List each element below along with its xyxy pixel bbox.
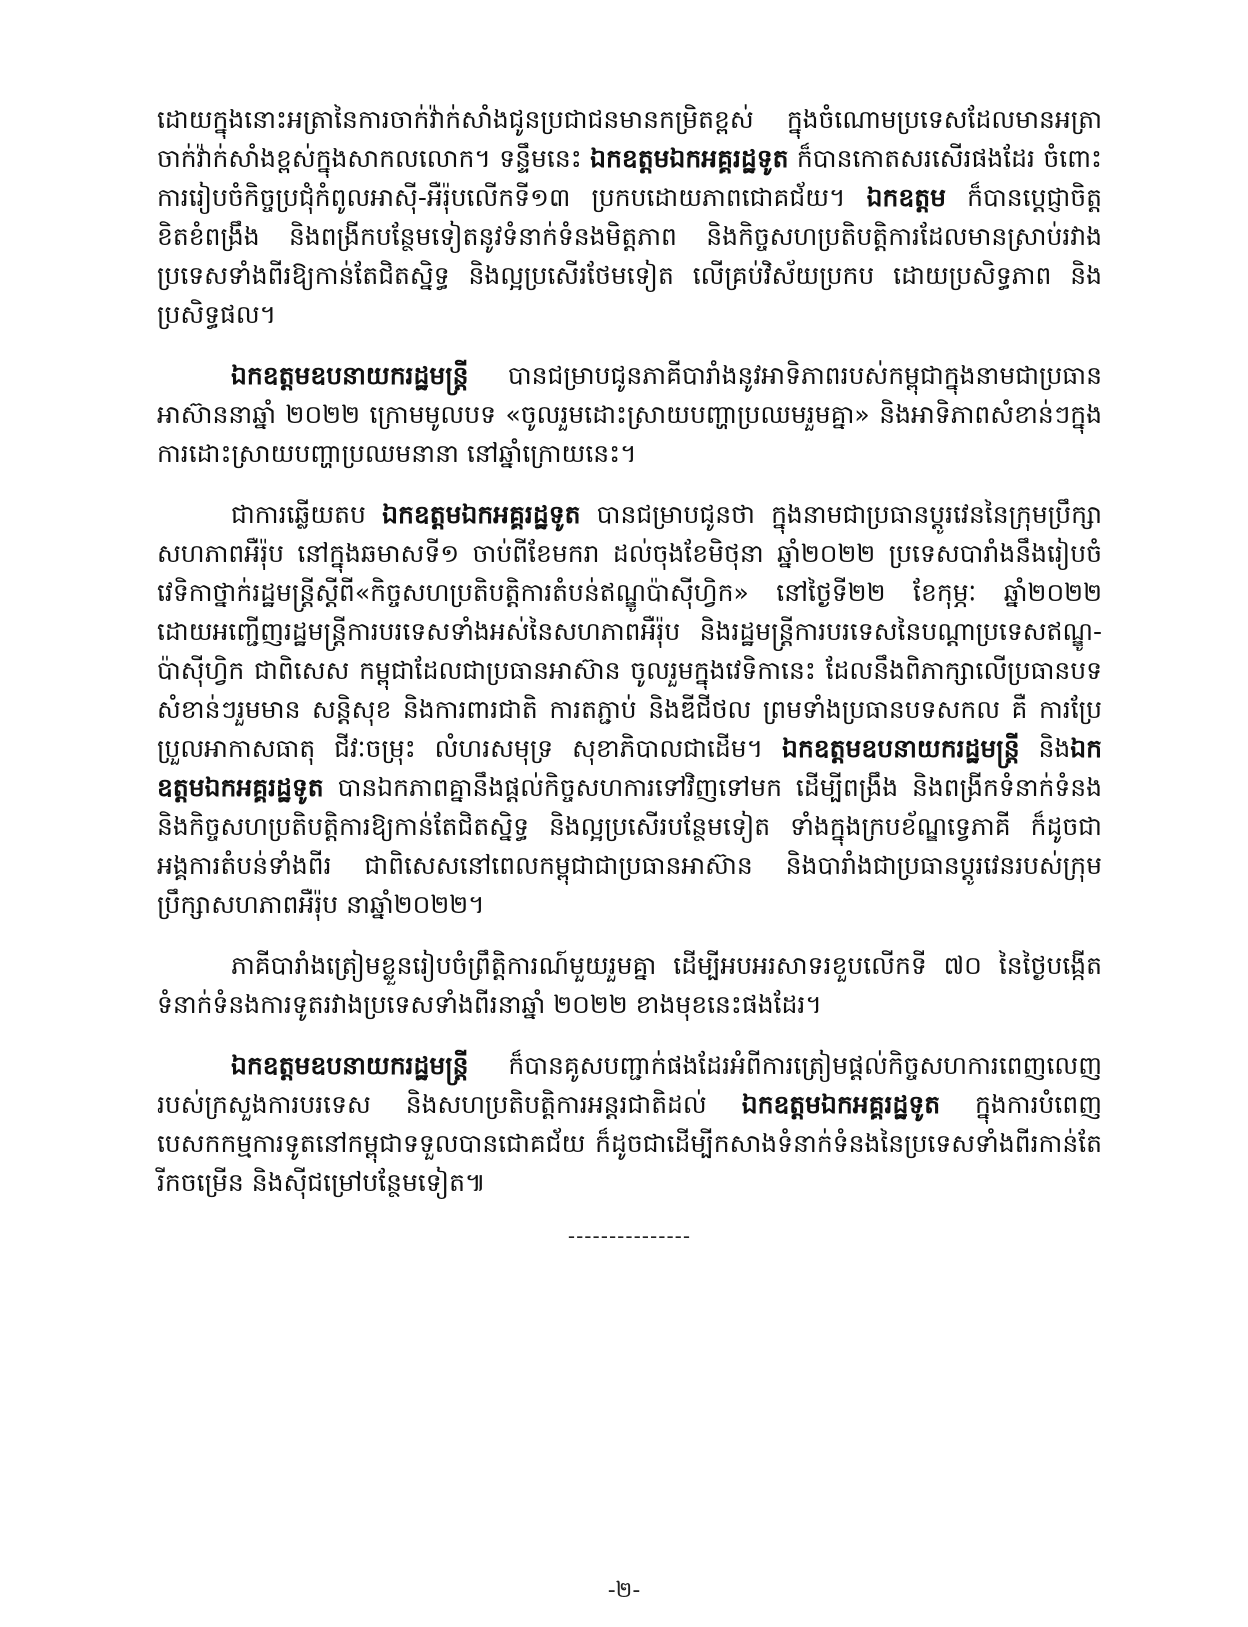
text-segment: ក៏បានប្ដេជ្ញាចិត្តខិតខំពង្រឹង និងពង្រីកបន្ថែមទៀតនូវទំនាក់ទំនងមិត្តភាព និងកិច្ចសហប្រតិបត្តិការដែលមានស្រាប់រវាងប្រទេសទាំងពីរឱ្យកាន់តែជិតស្និទ្ធ និងល្អប្រសើរថែមទៀត លើគ្រប់វិស័យប្រកប ដោយប្រសិទ្ធភាព និងប្រសិទ្ធផល។ [157, 183, 1102, 329]
text-segment: ក៏បានកោតសរសើរផងដែរ ចំពោះការរៀបចំកិច្ចប្រជុំកំពូលអាស៊ី-អឺរ៉ុបលើកទី១៣ ប្រកបដោយភាពជោគជ័យ។ [157, 144, 1102, 212]
separator-line: --------------- [567, 1224, 692, 1248]
text-segment: បានឯកភាពគ្នានឹងផ្ដល់កិច្ចសហការទៅវិញទៅមក ដើម្បីពង្រឹង និងពង្រីកទំនាក់ទំនង និងកិច្ចសហប្រតិបត្តិការឱ្យកាន់តែជិតស្និទ្ធ និងល្អប្រសើរបន្ថែមទៀត ទាំងក្នុងក្របខ័ណ្ឌទ្វេភាគី ក៏ដូចជាអង្គការតំបន់ទាំងពីរ ជាពិសេសនៅពេលកម្ពុជាជាប្រធានអាស៊ាន និងបារាំងជាប្រធានប្ដូរវេនរបស់ក្រុមប្រឹក្សាសហភាពអឺរ៉ុប នាឆ្នាំ២០២២។ [157, 773, 1102, 919]
bold-title: ឯកឧត្តម [866, 183, 946, 212]
text-segment: ដោយក្នុងនោះអត្រានៃការចាក់វ៉ាក់សាំងជូនប្រជាជនមានកម្រិតខ្ពស់ ក្នុងចំណោមប្រទេសដែលមានអត្រាចាក់វ៉ាក់សាំងខ្ពស់ក្នុងសាកលលោក។ ទន្ទឹមនេះ [157, 105, 1102, 173]
bold-title: ឯកឧត្តមឧបនាយករដ្ឋមន្ត្រី [782, 734, 1020, 763]
bold-title: ឯកឧត្តមឧបនាយករដ្ឋមន្ត្រី [231, 361, 469, 390]
bold-title: ឯកឧត្តមឯកអគ្គរដ្ឋទូត [382, 500, 581, 529]
text-segment: ក្នុងការបំពេញបេសកកម្មការទូតនៅកម្ពុជាទទួលបានជោគជ័យ ក៏ដូចជាដើម្បីកសាងទំនាក់ទំនងនៃប្រទេសទាំងពីរកាន់តែរីកចម្រើន និងស៊ីជម្រៅបន្ថែមទៀត៕ [157, 1090, 1102, 1197]
bold-title: ឯកឧត្តមឧបនាយករដ្ឋមន្ត្រី [231, 1051, 469, 1080]
paragraph [157, 946, 1102, 1024]
paragraph [157, 1046, 1102, 1202]
text-segment: បានជម្រាបជូនថា ក្នុងនាមជាប្រធានប្ដូរវេននៃក្រុមប្រឹក្សាសហភាពអឺរ៉ុប នៅក្នុងឆមាសទី១ ចាប់ពីខែមករា ដល់ចុងខែមិថុនា ឆ្នាំ២០២២ ប្រទេសបារាំងនឹងរៀបចំវេទិកាថ្នាក់រដ្ឋមន្ត្រីស្ដីពី«កិច្ចសហប្រតិបត្តិការតំបន់ឥណ្ឌូប៉ាស៊ីហ្វិក» នៅថ្ងៃទី២២ ខែកុម្ភៈ ឆ្នាំ២០២២ ដោយអញ្ជើញរដ្ឋមន្ត្រីការបរទេសទាំងអស់នៃសហភាពអឺរ៉ុប និងរដ្ឋមន្ត្រីការបរទេសនៃបណ្ដាប្រទេសឥណ្ឌូ-ប៉ាស៊ីហ្វិក ជាពិសេស កម្ពុជាដែលជាប្រធានអាស៊ាន ចូលរួមក្នុងវេទិកានេះ ដែលនឹងពិភាក្សាលើប្រធានបទសំខាន់ៗរួមមាន សន្តិសុខ និងការពារជាតិ ការតភ្ជាប់ និងឌីជីថល ព្រមទាំងប្រធានបទសកល គឺ ការប្រែប្រួលអាកាសធាតុ ជីវៈចម្រុះ លំហរសមុទ្រ សុខាភិបាលជាដើម។ [157, 500, 1102, 763]
bold-title: ឯកឧត្តមឯកអគ្គរដ្ឋទូត [157, 734, 1102, 802]
text-segment: ភាគីបារាំងត្រៀមខ្លួនរៀបចំព្រឹត្តិការណ៍មួយរួមគ្នា ដើម្បីអបអរសាទរខួបលើកទី ៧០ នៃថ្ងៃបង្កើតទំនាក់ទំនងការទូតរវាងប្រទេសទាំងពីរនាឆ្នាំ ២០២២ ខាងមុខនេះផងដែរ។ [157, 951, 1102, 1019]
paragraph [157, 100, 1102, 334]
bold-title: ឯកឧត្តមឯកអគ្គរដ្ឋទូត [741, 1090, 941, 1119]
page-number: -២- [607, 1578, 641, 1603]
document-body [157, 100, 1102, 1202]
text-segment: បានជម្រាបជូនភាគីបារាំងនូវអាទិភាពរបស់កម្ពុជាក្នុងនាមជាប្រធានអាស៊ាននាឆ្នាំ ២០២២ ក្រោមមូលបទ «ចូលរួមដោះស្រាយបញ្ហាប្រឈមរួមគ្នា» និងអាទិភាពសំខាន់ៗក្នុងការដោះស្រាយបញ្ហាប្រឈមនានា នៅឆ្នាំក្រោយនេះ។ [157, 361, 1102, 468]
text-segment: និង [1019, 734, 1071, 763]
text-segment: ក៏បានគូសបញ្ជាក់ផងដែរអំពីការត្រៀមផ្ដល់កិច្ចសហការពេញលេញរបស់ក្រសួងការបរទេស និងសហប្រតិបត្តិការអន្តរជាតិដល់ [157, 1051, 1102, 1119]
bold-title: ឯកឧត្តមឯកអគ្គរដ្ឋទូត [590, 144, 789, 173]
paragraph [157, 495, 1102, 924]
paragraph [157, 356, 1102, 473]
text-segment: ជាការឆ្លើយតប [231, 500, 383, 529]
